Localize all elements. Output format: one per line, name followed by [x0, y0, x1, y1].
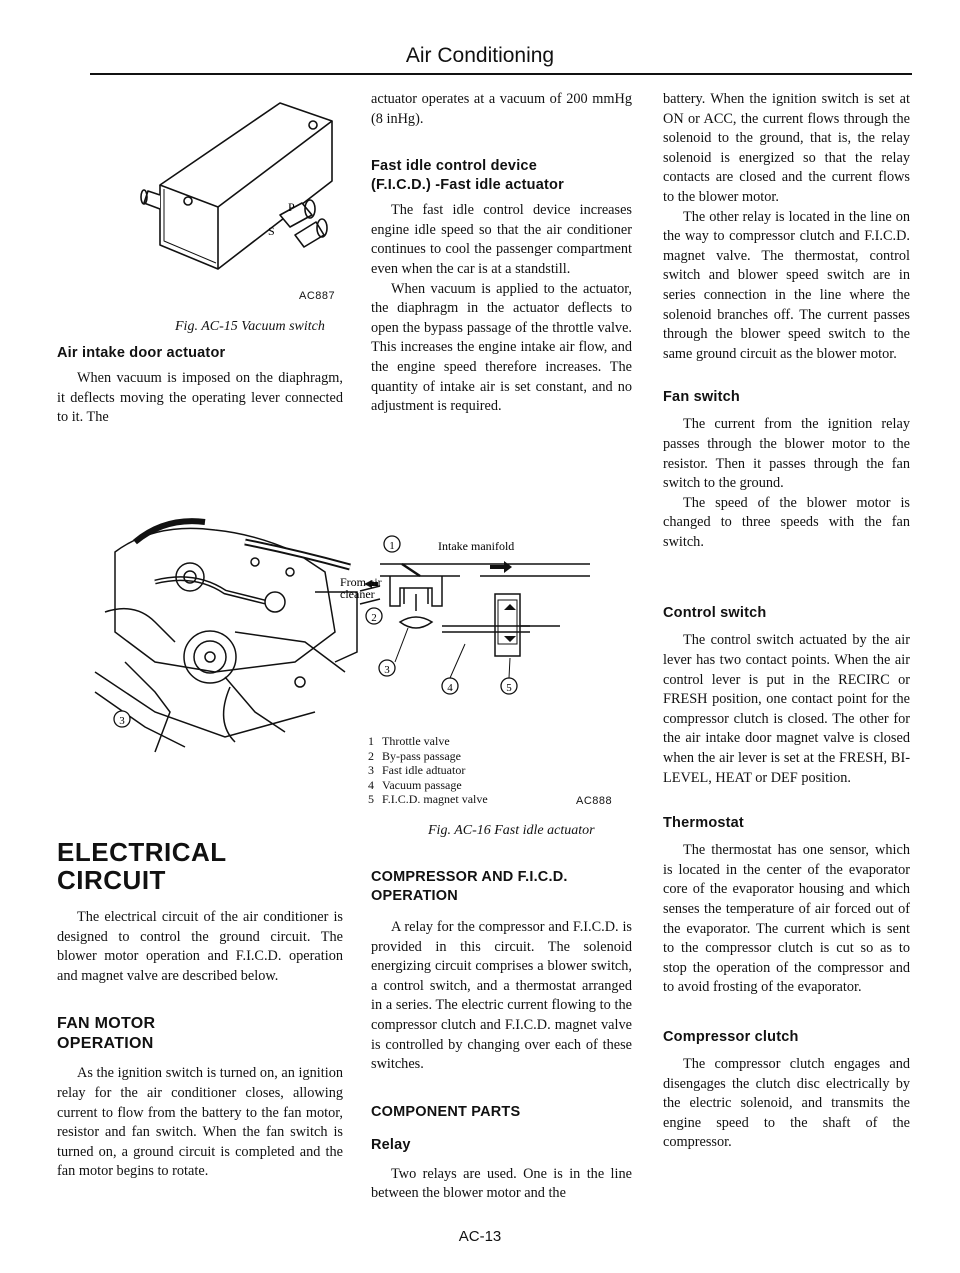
- component-parts-heading: COMPONENT PARTS: [371, 1103, 521, 1120]
- from-air-label: From air: [340, 575, 382, 589]
- control-switch-text: The control switch actuated by the air lever has two contact points. When the air control lever is put in the RECIRC or FRESH position, one contact point for the compressor clutch is closed. The other for the air intake door magnet valve is closed when the air lever is set at the FRESH, BI-LEVEL, HEAT or DEF position.: [663, 632, 910, 786]
- engine-marker-3: 3: [119, 715, 125, 727]
- fan-motor-operation-text: As the ignition switch is turned on, an ignition relay for the air conditioner closes, allowing current to flow from the battery to the fan motor, resistor and fan switch. When the fan switch is turned on, a ground circuit is completed and the fan motor begins to rotate.: [57, 1065, 343, 1180]
- fig15-caption: Fig. AC-15 Vacuum switch: [175, 319, 325, 334]
- port-p-label: P: [288, 200, 295, 214]
- electrical-circuit-heading: ELECTRICAL CIRCUIT: [57, 837, 227, 895]
- fast-idle-text-1: The fast idle control device increases engine idle speed so that the air conditioner continues to cool the passenger compartment even when the car is at a standstill.: [371, 202, 632, 277]
- column-1-top: [57, 344, 343, 428]
- actuator-continued-text: actuator operates at a vacuum of 200 mmHg (8 inHg).: [371, 91, 632, 127]
- schematic-marker-1: 1: [389, 540, 395, 552]
- thermostat-text: The thermostat has one sensor, which is located in the center of the evaporator core of the evaporator housing and which senses the temperature of air forced out of the evaporator. The current which is sent to the compressor clutch is cut so as to stop the operation of the compressor and to avoid frosting of the evaporator.: [663, 842, 910, 996]
- fan-switch-text-2: The speed of the blower motor is changed to three speeds with the fan switch.: [663, 494, 910, 550]
- control-switch-heading: Control switch: [663, 605, 767, 622]
- schematic-marker-5: 5: [506, 682, 512, 694]
- legend-item: 1 Throttle valve: [368, 734, 450, 748]
- schematic-marker-2: 2: [371, 612, 377, 624]
- page-number: AC-13: [458, 1228, 502, 1245]
- fan-switch-heading: Fan switch: [663, 389, 740, 406]
- legend-item: 5 F.I.C.D. magnet valve: [368, 792, 488, 806]
- fast-idle-actuator-schematic: [340, 536, 610, 706]
- page-header-title: Air Conditioning: [405, 44, 555, 67]
- legend-item: 3 Fast idle adtuator: [368, 763, 466, 777]
- fig15-code: AC887: [299, 290, 336, 302]
- cleaner-label: cleaner: [340, 587, 375, 601]
- fig16-code: AC888: [576, 795, 613, 807]
- thermostat-heading: Thermostat: [663, 815, 744, 832]
- column-2-bottom: [371, 868, 632, 1204]
- air-intake-door-actuator-text: When vacuum is imposed on the diaphragm, it deflects moving the operating lever connected to it. The: [57, 370, 343, 426]
- column-1-bottom: [57, 838, 343, 1182]
- legend-item: 4 Vacuum passage: [368, 777, 462, 792]
- fast-idle-text-2: When vacuum is applied to the actuator, the diaphragm in the actuator deflects to open the bypass passage of the throttle valve. This increases the engine intake air flow, and the engine speed therefore increases. The quantity of intake air is set constant, and no adjustment is required.: [371, 280, 632, 415]
- fan-switch-text-1: The current from the ignition relay passes through the blower motor to the resistor. Then it passes through the fan switch to the ground.: [663, 416, 910, 492]
- relay-continued-text-2: The other relay is located in the line on the way to compressor clutch and F.I.C.D. magnet valve. The thermostat, control switch and blower speed switch are in series connection in the line where the solenoid branches off. The current passes through the blower speed switch to the same ground circuit as the blower motor.: [663, 208, 910, 362]
- relay-text: Two relays are used. One is in the line between the blower motor and the: [371, 1165, 632, 1202]
- compressor-clutch-heading: Compressor clutch: [663, 1028, 799, 1045]
- electrical-circuit-text: The electrical circuit of the air conditioner is designed to control the ground circuit. The blower motor operation and F.I.C.D. operation and magnet valve are described below.: [57, 909, 343, 984]
- vacuum-switch-illustration: [130, 85, 350, 285]
- intake-manifold-label: Intake manifold: [438, 539, 515, 553]
- compressor-ficd-heading: COMPRESSOR AND F.I.C.D. OPERATION: [371, 869, 568, 904]
- fast-idle-heading: Fast idle control device (F.I.C.D.) -Fast idle actuator: [371, 158, 564, 194]
- compressor-clutch-text: The compressor clutch engages and disengages the clutch disc electrically by the electric solenoid, and transmits the engine speed to the shaft of the compressor.: [663, 1055, 910, 1151]
- schematic-marker-4: 4: [447, 682, 453, 694]
- column-2-top: [371, 90, 632, 417]
- column-3: [663, 90, 910, 1153]
- schematic-marker-3: 3: [384, 664, 390, 676]
- fig16-legend: [368, 734, 548, 807]
- legend-item: 2 By-pass passage: [368, 748, 461, 763]
- air-intake-door-actuator-heading: Air intake door actuator: [57, 345, 226, 361]
- fig16-caption: Fig. AC-16 Fast idle actuator: [428, 823, 595, 838]
- compressor-ficd-text: A relay for the compressor and F.I.C.D. is provided in this circuit. The solenoid energizing circuit comprises a blower switch, a control switch, and a thermostat arranged in a series. The electric current flowing to the compressor clutch and F.I.C.D. magnet valve is controlled by changing over each of these switches.: [371, 919, 632, 1073]
- port-s-label: S: [268, 224, 275, 238]
- fan-motor-operation-heading: FAN MOTOR OPERATION: [57, 1015, 156, 1053]
- relay-continued-text-1: battery. When the ignition switch is set at ON or ACC, the current flows through the solenoid to the ground, that is, the relay solenoid is energized so that the relay contacts are closed and the current flows to the blower motor.: [663, 91, 910, 205]
- fast-idle-actuator-engine-illustration: [95, 512, 365, 752]
- header-rule: [90, 73, 912, 75]
- relay-heading: Relay: [371, 1136, 411, 1153]
